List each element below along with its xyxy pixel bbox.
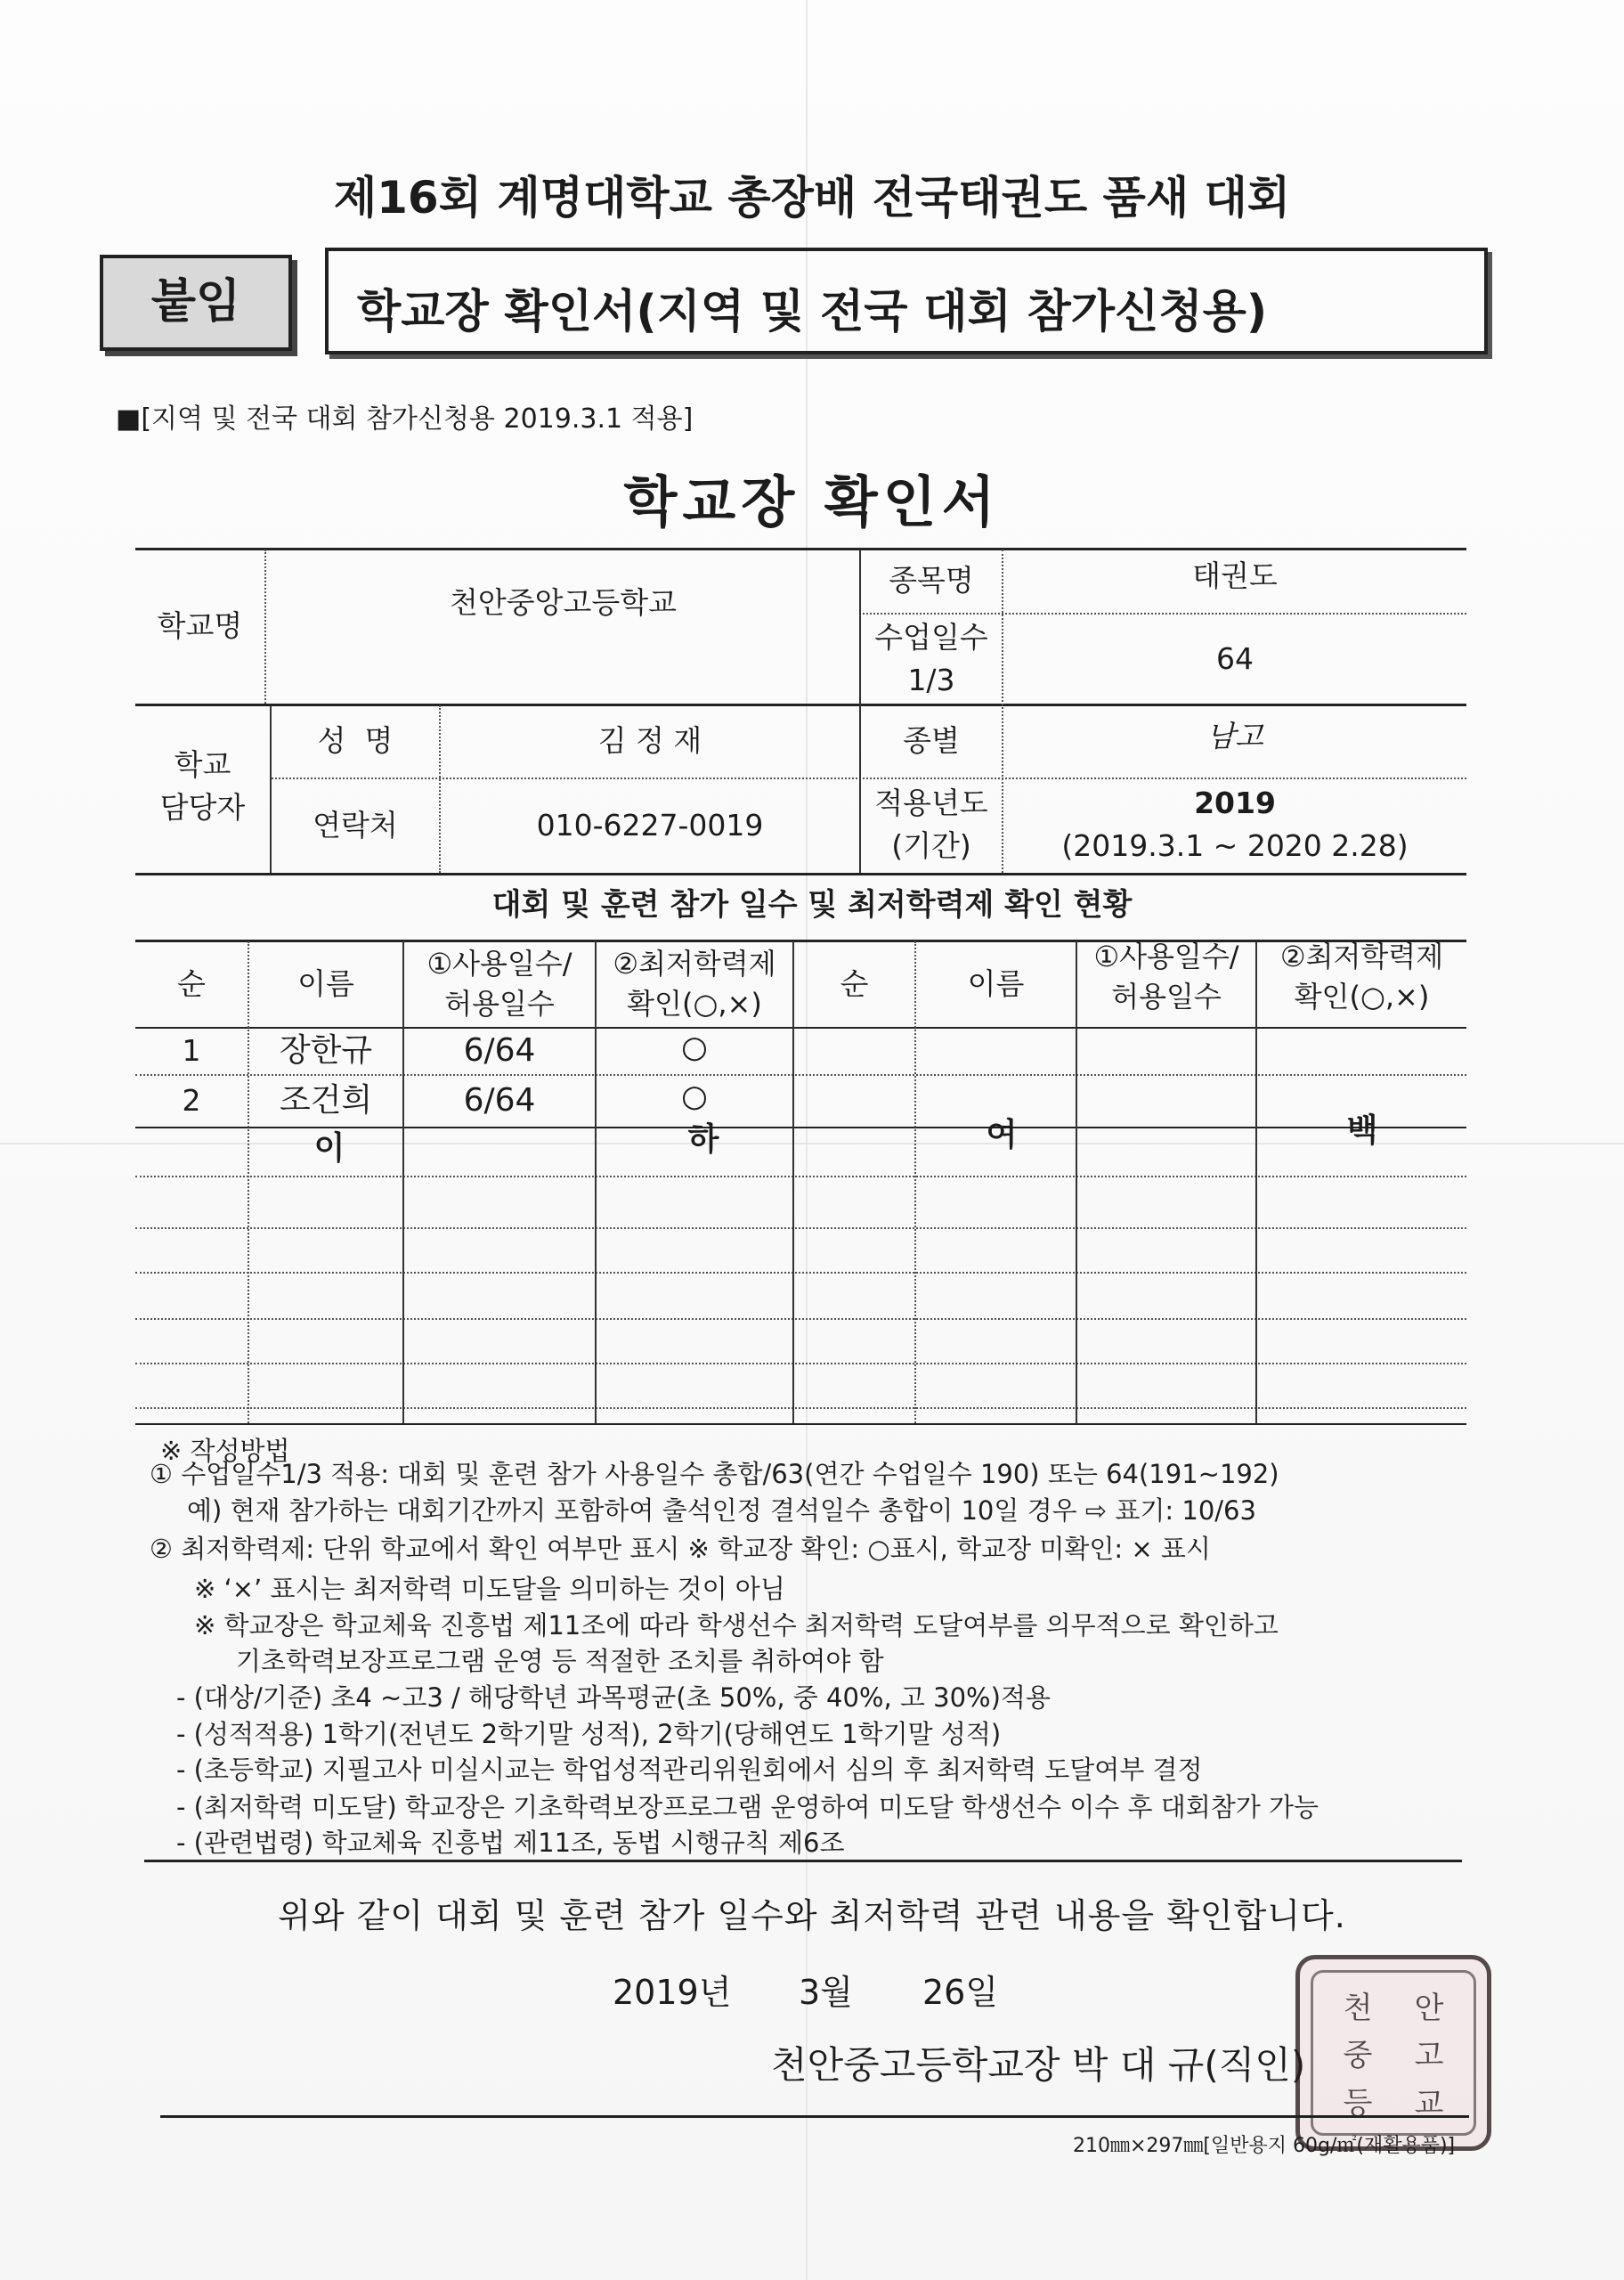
date-month: 3월 [799, 1973, 853, 2012]
attachment-label: 붙임 [150, 275, 241, 330]
note-line-3: ② 최저학력제: 단위 학교에서 확인 여부만 표시 ※ 학교장 확인: ○표시, 학교장 미확인: × 표시 [150, 1534, 1211, 1564]
category-label: 종별 [903, 723, 960, 759]
note-line-11: - (관련법령) 학교체육 진흥법 제11조, 동법 시행규칙 제6조 [176, 1828, 845, 1858]
blank-stamp-char-3: 여 [986, 1117, 1018, 1154]
event-title: 제16회 계명대학교 총장배 전국태권도 품새 대회 [333, 172, 1291, 224]
contact-value: 010-6227-0019 [536, 808, 764, 843]
note-line-9: - (초등학교) 지필고사 미실시교는 학업성적관리위원회에서 심의 후 최저학력 도달여부 결정 [176, 1755, 1203, 1785]
note-line-5: ※ 학교장은 학교체육 진흥법 제11조에 따라 학생선수 최저학력 도달여부를 의무적으로 확인하고 [194, 1610, 1279, 1641]
header-days: ①사용일수/ 허용일수 [426, 947, 572, 1021]
form-title: 학교장 확인서(지역 및 전국 대회 참가신청용) [357, 286, 1268, 338]
contact-label: 연락처 [313, 808, 398, 843]
paper-specification: 210㎜×297㎜[일반용지 60g/㎡(재활용품)] [1073, 2135, 1456, 2157]
row-2-days: 6/64 [463, 1082, 536, 1120]
date-day: 26일 [922, 1973, 999, 2012]
row-1-name: 장한규 [279, 1032, 373, 1070]
row-1-days: 6/64 [463, 1032, 536, 1070]
row-2-name: 조건희 [279, 1082, 373, 1120]
manager-label: 학교 담당자 [159, 747, 246, 825]
class-days-label: 수업일수 1/3 [874, 620, 988, 697]
notes-heading: ※ 작성방법 [160, 1436, 290, 1466]
date-year: 2019년 [613, 1973, 732, 2012]
manager-name-label: 성 명 [317, 723, 394, 759]
sport-value: 태권도 [1192, 558, 1278, 593]
attachment-label-box [100, 255, 292, 351]
year-value: 2019 (2019.3.1 ~ 2020 2.28) [1061, 786, 1409, 863]
form-title-box [325, 248, 1488, 354]
note-line-6: 기초학력보장프로그램 운영 등 적절한 조치를 취하여야 함 [236, 1646, 884, 1676]
row-1-check: ○ [681, 1030, 708, 1066]
header-no-right: 순 [840, 965, 869, 1001]
blank-stamp-char-1: 이 [313, 1130, 345, 1168]
row-1-no: 1 [182, 1033, 201, 1069]
sport-label: 종목명 [889, 563, 974, 598]
school-name-label: 학교명 [157, 608, 243, 644]
row-2-check: ○ [681, 1079, 708, 1115]
note-line-10: - (최저학력 미도달) 학교장은 기초학력보장프로그램 운영하여 미도달 학생선수 이수 후 대회참가 가능 [176, 1792, 1320, 1822]
status-table-title: 대회 및 훈련 참가 일수 및 최저학력제 확인 현황 [491, 887, 1133, 923]
header-check: ②최저학력제 확인(○,×) [613, 947, 776, 1021]
applicability-note: ■[지역 및 전국 대회 참가신청용 2019.3.1 적용] [116, 403, 694, 435]
header-days-right: ①사용일수/ 허용일수 [1093, 940, 1239, 1014]
row-2-no: 2 [182, 1083, 201, 1119]
class-days-value: 64 [1216, 640, 1254, 676]
note-line-2: 예) 현재 참가하는 대회기간까지 포함하여 출석인정 결석일수 총합이 10일 경우 ⇨ 표기: 10/63 [187, 1495, 1256, 1526]
blank-stamp-char-4: 백 [1346, 1112, 1378, 1150]
note-line-7: - (대상/기준) 초4 ~고3 / 해당학년 과목평균(초 50%, 중 40%, 고 30%)적용 [176, 1682, 1051, 1713]
official-seal-stamp: 천 안 중 고 등 교 [1295, 1955, 1491, 2151]
note-line-4: ※ ‘×’ 표시는 최저학력 미도달을 의미하는 것이 아님 [194, 1574, 785, 1604]
document-title: 학교장 확인서 [623, 469, 1001, 534]
year-label: 적용년도 (기간) [874, 786, 988, 863]
note-line-1: ① 수업일수1/3 적용: 대회 및 훈련 참가 사용일수 총합/63(연간 수업일수 190) 또는 64(191~192) [150, 1459, 1279, 1489]
confirmation-statement: 위와 같이 대회 및 훈련 참가 일수와 최저학력 관련 내용을 확인합니다. [278, 1896, 1346, 1935]
header-no: 순 [177, 965, 206, 1001]
header-check-right: ②최저학력제 확인(○,×) [1279, 940, 1444, 1014]
school-name-value: 천안중앙고등학교 [449, 584, 678, 620]
note-line-8: - (성적적용) 1학기(전년도 2학기말 성적), 2학기(당해연도 1학기말 성적) [176, 1719, 1002, 1749]
principal-signature: 천안중고등학교장 박 대 규(직인) [771, 2043, 1306, 2087]
header-name-right: 이름 [967, 965, 1025, 1001]
category-value: 남고 [1206, 718, 1263, 753]
header-name: 이름 [297, 965, 354, 1001]
blank-stamp-char-2: 하 [687, 1121, 719, 1159]
manager-name-value: 김 정 재 [597, 723, 702, 759]
